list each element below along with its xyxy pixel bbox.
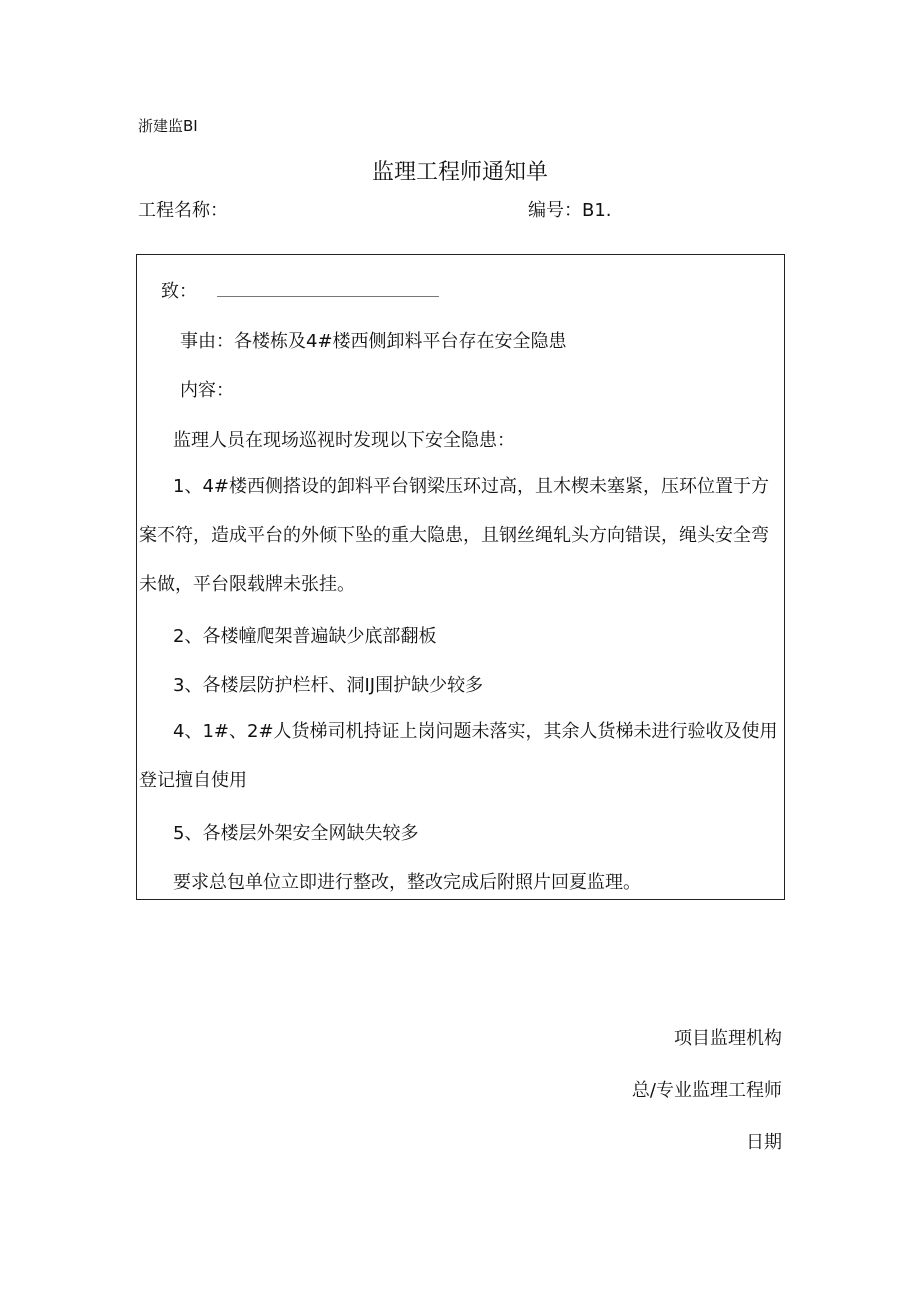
supervision-org-label: 项目监理机构	[674, 1028, 782, 1049]
item-2: 2、各楼幢爬架普遍缺少底部翻板	[173, 626, 437, 647]
recipient-line	[161, 277, 439, 303]
notice-box	[136, 254, 785, 900]
item-4: 4、1#、2#人货梯司机持证上岗问题未落实，其余人货梯未进行验收及使用登记擅自使用	[139, 721, 778, 791]
subject-line: 事由：各楼栋及4#楼西侧卸料平台存在安全隐患	[180, 331, 567, 352]
form-code: 浙建监BI	[138, 117, 198, 135]
engineer-label: 总/专业监理工程师	[631, 1080, 782, 1101]
item-3: 3、各楼层防护栏杆、洞IJ围护缺少较多	[173, 675, 484, 696]
page-title: 监理工程师通知单	[371, 160, 548, 185]
recipient-blank	[217, 296, 439, 297]
document-number-label: 编号：B1.	[528, 200, 612, 221]
item-1: 1、4#楼西侧搭设的卸料平台钢梁压环过高，且木楔未塞紧，压环位置于方案不符，造成平台的外倾下坠的重大隐患，且钢丝绳轧头方向错误，绳头安全弯未做，平台限载牌未张挂。	[139, 476, 769, 595]
item-5: 5、各楼层外架安全网缺失较多	[173, 823, 419, 844]
content-label: 内容：	[180, 380, 234, 401]
intro-text: 监理人员在现场巡视时发现以下安全隐患：	[173, 430, 515, 451]
date-label: 日期	[746, 1132, 782, 1153]
project-name-label: 工程名称：	[138, 200, 228, 221]
requirement-text: 要求总包单位立即进行整改，整改完成后附照片回夏监理。	[173, 872, 641, 893]
recipient-label: 致：	[161, 281, 197, 302]
